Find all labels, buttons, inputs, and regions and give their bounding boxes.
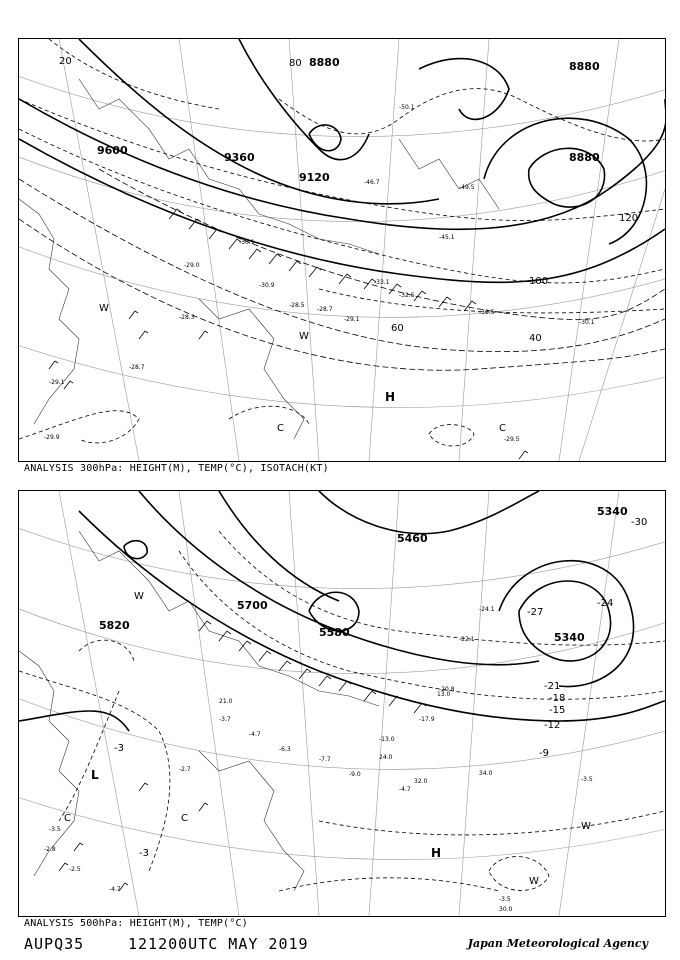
svg-text:-9.0: -9.0: [349, 771, 361, 778]
chart-code: AUPQ35: [24, 935, 85, 953]
isotach-label-60: 60: [391, 323, 404, 334]
cold-center-marker-a: C: [499, 423, 506, 434]
svg-text:-2.5: -2.5: [69, 866, 81, 873]
svg-text:-28.7: -28.7: [317, 306, 333, 313]
svg-text:-4.7: -4.7: [109, 886, 121, 893]
isotherm-label-neg15: -15: [549, 705, 566, 716]
isotherms-500: [19, 531, 665, 891]
map-panel-300hpa: [18, 38, 666, 462]
temp-label-main-300: -29.5: [504, 436, 520, 443]
isotach-label-120: 120: [619, 213, 639, 224]
svg-text:-29.0: -29.0: [184, 262, 200, 269]
caption-300hpa: ANALYSIS 300hPa: HEIGHT(M), TEMP(°C), ISOTACH(KT): [24, 463, 329, 474]
obs-label-24: 24.0: [379, 754, 393, 761]
wind-barbs-500: [59, 621, 426, 891]
warm-center-marker-500-a: W: [134, 591, 144, 602]
caption-500hpa: ANALYSIS 500hPa: HEIGHT(M), TEMP(°C): [24, 918, 248, 929]
obs-label-21: 21.0: [219, 698, 233, 705]
graticule-500: [19, 491, 665, 916]
svg-text:-13.0: -13.0: [379, 736, 395, 743]
obs-label-30: 30.0: [499, 906, 513, 913]
height-label-5460: 5460: [397, 532, 428, 545]
svg-text:-29.1: -29.1: [344, 316, 360, 323]
svg-text:-2.7: -2.7: [179, 766, 191, 773]
isotherm-label-neg21: -21: [544, 681, 561, 692]
isotach-label-100: 100: [529, 276, 549, 287]
low-pressure-marker: L: [91, 768, 99, 782]
isotach-label-20: 20: [59, 56, 72, 67]
isotherm-label-neg12: -12: [544, 720, 561, 731]
svg-text:-28.7: -28.7: [129, 364, 145, 371]
svg-text:-29.1: -29.1: [49, 379, 65, 386]
high-pressure-marker: H: [385, 390, 396, 404]
height-label-5340-a: 5340: [597, 505, 628, 518]
svg-text:-30.1: -30.1: [239, 239, 255, 246]
height-label-5820: 5820: [99, 619, 130, 632]
svg-text:-17.9: -17.9: [419, 716, 435, 723]
isotherm-label-neg24: -24: [597, 598, 614, 609]
agency-credit: Japan Meteorological Agency: [467, 937, 648, 950]
cold-center-marker-500-b: C: [181, 813, 188, 824]
svg-text:-3.5: -3.5: [499, 896, 511, 903]
svg-text:-30.1: -30.1: [579, 319, 595, 326]
svg-text:-32.5: -32.5: [479, 309, 495, 316]
coastlines-300: [19, 79, 499, 439]
warm-center-marker-b: W: [299, 331, 309, 342]
svg-text:-28.5: -28.5: [289, 302, 305, 309]
wind-barbs-300: [49, 209, 528, 459]
coastlines-500: [19, 531, 379, 891]
isotherm-label-neg3-b: -3: [139, 848, 149, 859]
warm-center-marker-500-b: W: [581, 821, 591, 832]
valid-time: 121200UTC MAY 2019: [128, 935, 309, 953]
height-label-9600: 9600: [97, 144, 128, 157]
svg-text:-2.8: -2.8: [44, 846, 56, 853]
svg-text:-28.3: -28.3: [179, 314, 195, 321]
height-label-8880-c: 8880: [309, 56, 340, 69]
cold-center-marker-b: C: [277, 423, 284, 434]
svg-text:-4.7: -4.7: [249, 731, 261, 738]
isotherm-label-neg3-5: -3.5: [581, 776, 593, 783]
svg-text:-29.9: -29.9: [44, 434, 60, 441]
high-pressure-marker-500: H: [431, 846, 442, 860]
map-300hpa-svg: [19, 39, 665, 461]
isotherms-300: [19, 39, 665, 446]
isotherm-label-neg9: -9: [539, 748, 549, 759]
svg-text:-30.9: -30.9: [259, 282, 275, 289]
obs-label-34: 34.0: [479, 770, 493, 777]
height-label-5580: 5580: [319, 626, 350, 639]
svg-text:-20.8: -20.8: [439, 686, 455, 693]
cold-center-marker-500-a: C: [64, 813, 71, 824]
isotach-label-40: 40: [529, 333, 542, 344]
isotherm-label-neg27: -27: [527, 607, 544, 618]
svg-text:-4.7: -4.7: [399, 786, 411, 793]
obs-label-13: 13.0: [437, 691, 451, 698]
isotach-label-80: 80: [289, 58, 302, 69]
svg-text:-22.1: -22.1: [459, 636, 475, 643]
svg-text:-24.1: -24.1: [479, 606, 495, 613]
isotherm-label-neg30: -30: [631, 517, 648, 528]
svg-text:-45.1: -45.1: [439, 234, 455, 241]
svg-text:-3.7: -3.7: [219, 716, 231, 723]
svg-text:-3.5: -3.5: [49, 826, 61, 833]
height-label-8880-b: 8880: [569, 151, 600, 164]
svg-text:-32.5: -32.5: [399, 292, 415, 299]
height-label-5700: 5700: [237, 599, 268, 612]
map-500hpa-svg: [19, 491, 665, 916]
height-label-9120: 9120: [299, 171, 330, 184]
warm-center-marker-500-c: W: [529, 876, 539, 887]
height-label-8880-a: 8880: [569, 60, 600, 73]
svg-text:-50.1: -50.1: [399, 104, 415, 111]
obs-label-32: 32.0: [414, 778, 428, 785]
svg-text:-46.7: -46.7: [364, 179, 380, 186]
svg-text:-6.3: -6.3: [279, 746, 291, 753]
isotherm-label-neg3-a: -3: [114, 743, 124, 754]
svg-text:-7.7: -7.7: [319, 756, 331, 763]
map-panel-500hpa: [18, 490, 666, 917]
warm-center-marker-a: W: [99, 303, 109, 314]
svg-text:-49.5: -49.5: [459, 184, 475, 191]
svg-text:-33.1: -33.1: [374, 279, 390, 286]
height-label-5340-b: 5340: [554, 631, 585, 644]
height-label-9360: 9360: [224, 151, 255, 164]
isotherm-label-neg18: -18: [549, 693, 566, 704]
graticule-300: [19, 39, 665, 461]
